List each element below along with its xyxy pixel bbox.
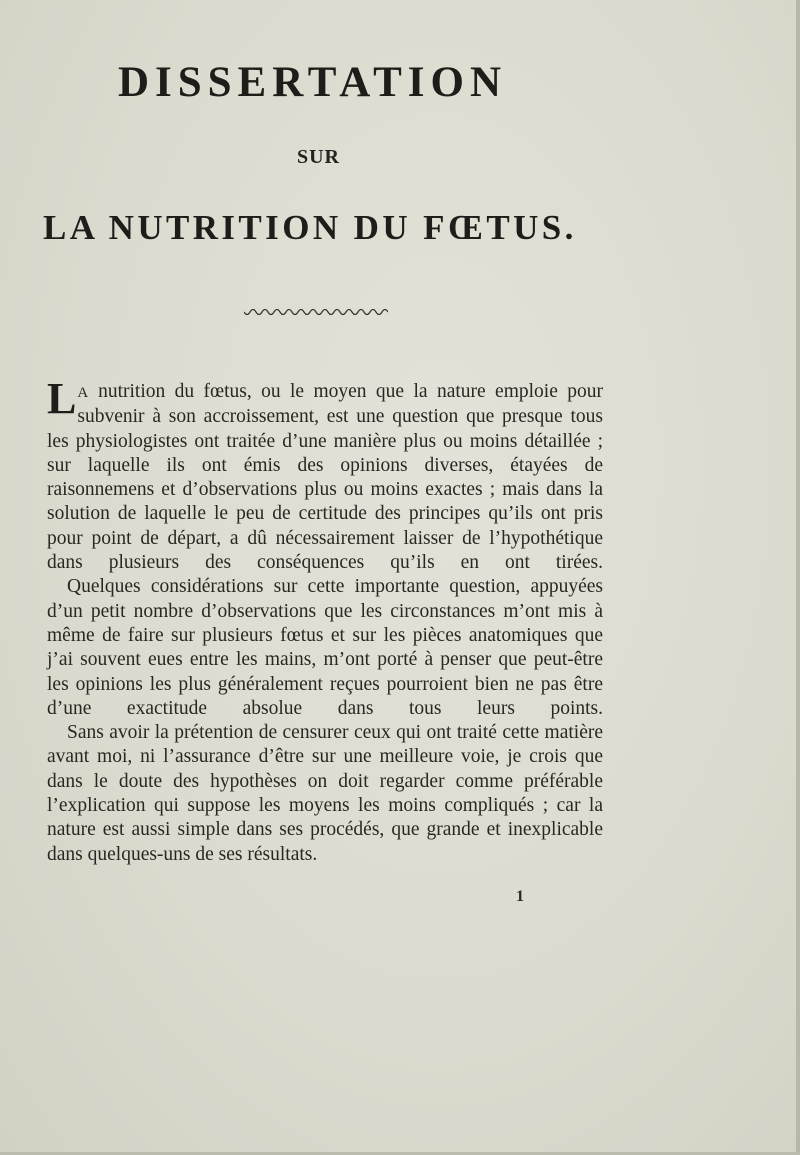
drop-cap-continuation: A xyxy=(77,385,89,401)
body-text xyxy=(47,374,603,867)
paragraph xyxy=(47,374,603,575)
paragraph-text: Sans avoir la prétention de censurer ceux qui ont traité cette matière avant moi, ni l’assurance d’être sur une meilleure voie, je crois que dans le doute des hypothèses on doit regarder comme préférable l’explication qui suppose les moyens les moins compliqués ; car la nature est aussi simple dans ses procédés, que grande et inexplicable dans quelques-uns de ses résultats. xyxy=(47,722,603,865)
ornamental-rule-icon xyxy=(244,309,388,319)
paragraph-text: nutrition du fœtus, ou le moyen que la nature emploie pour subvenir à son accroissement, est une question que presque tous les physiologistes ont traitée d’une manière plus ou moins détaillée ; sur laquelle ils ont émis des opinions diverses, étayées de raisonnemens et d’observations plus ou moins exactes ; mais dans la solution de laquelle le peu de certitude des principes qu’ils ont pris pour point de départ, a dû nécessairement laisser de l’hypothétique dans plusieurs des conséquences qu’ils en ont tirées. xyxy=(47,381,603,574)
page-subtitle: LA NUTRITION DU FŒTUS. xyxy=(43,208,577,247)
drop-cap: L xyxy=(47,374,77,423)
page-edge xyxy=(796,0,800,1155)
page-number: 1 xyxy=(516,888,524,905)
paragraph-text: Quelques considérations sur cette importante question, appuyées d’un petit nombre d’observations que les circonstances m’ont mis à même de faire sur plusieurs fœtus et sur les pièces anatomiques que j’ai souvent eues entre les mains, m’ont porté à penser que peut-être les opinions les plus généralement reçues pourroient bien ne pas être d’une exactitude absolue dans tous leurs points. xyxy=(47,576,603,719)
paragraph xyxy=(47,575,603,721)
paragraph xyxy=(47,721,603,867)
page-title: DISSERTATION xyxy=(117,59,508,106)
title-preposition: SUR xyxy=(296,146,340,168)
